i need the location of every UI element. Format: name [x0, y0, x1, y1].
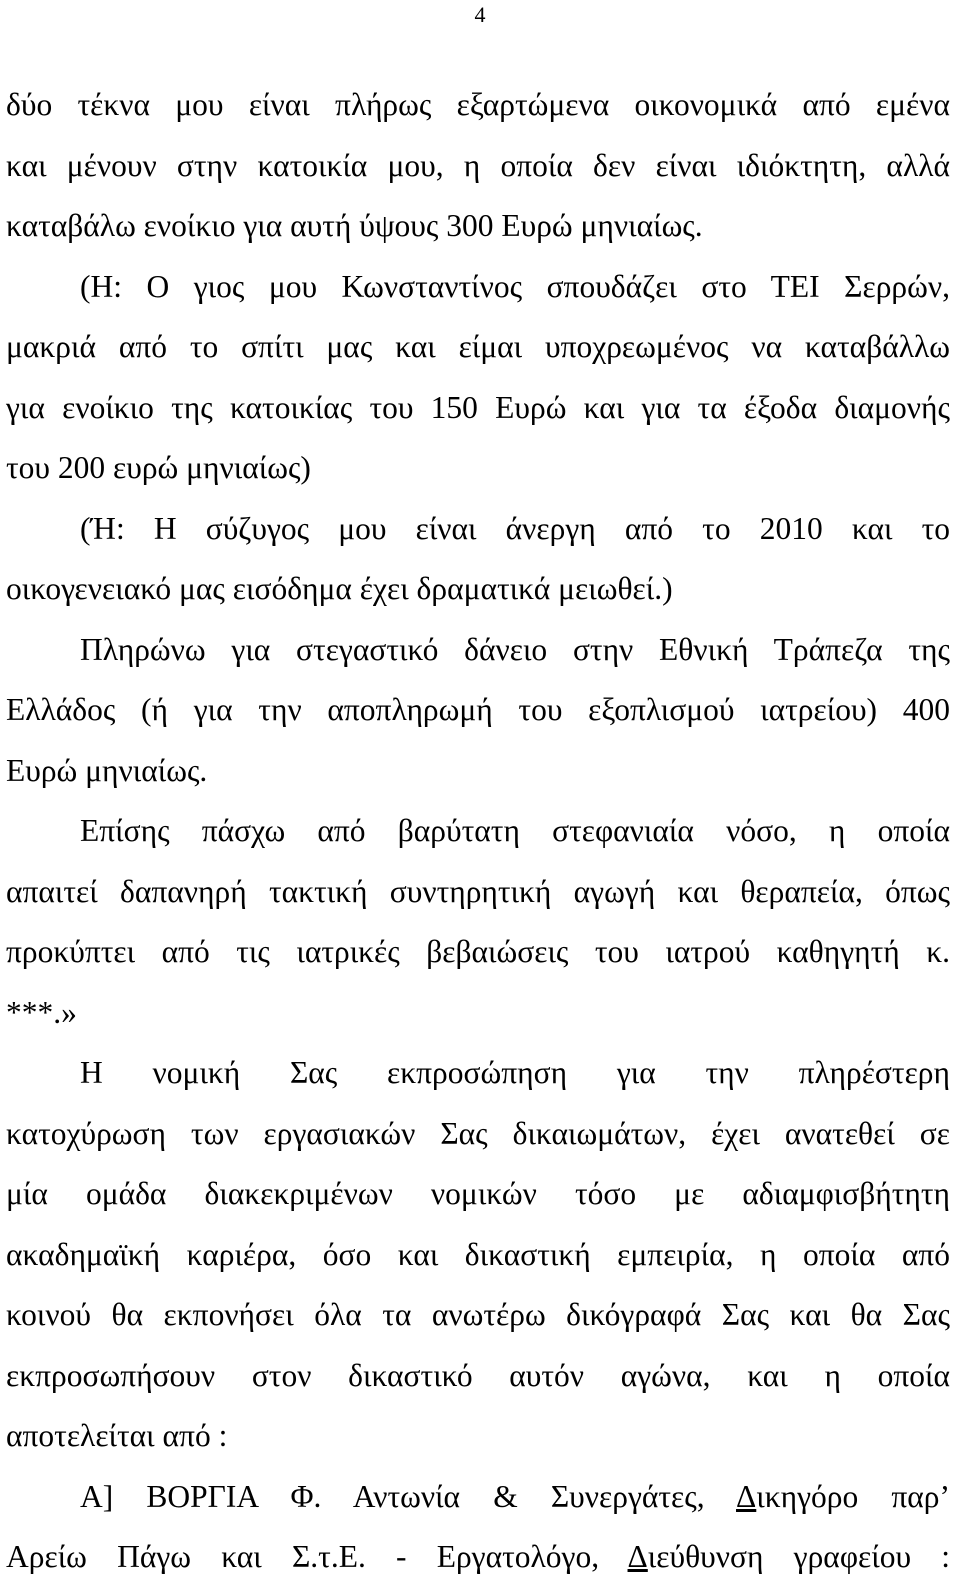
firm-line-1-suffix: ικηγόρο παρ’	[756, 1478, 950, 1514]
text-line: μακριά από το σπίτι μας και είμαι υποχρεωμένος να καταβάλλω	[6, 329, 950, 364]
text-line: (Η: Ο γιος μου Κωνσταντίνος σπουδάζει στο ΤΕΙ Σερρών,	[80, 268, 950, 304]
text-line: και μένουν στην κατοικία μου, η οποία δεν είναι ιδιόκτητη, αλλά	[6, 147, 950, 183]
text-line: του 200 ευρώ μηνιαίως)	[6, 450, 311, 485]
text-line: κατοχύρωση των εργασιακών Σας δικαιωμάτων, έχει ανατεθεί σε	[6, 1115, 950, 1151]
text-line: αποτελείται από :	[6, 1418, 228, 1453]
firm-line-1-underlined-letter: Δ	[736, 1478, 757, 1514]
text-line: Η νομική Σας εκπροσώπηση για την πληρέστερη	[80, 1055, 950, 1090]
text-line: κοινού θα εκπονήσει όλα τα ανωτέρω δικόγραφά Σας και θα Σας	[6, 1297, 950, 1332]
firm-line-1-prefix: Α] ΒΟΡΓΙΑ Φ. Αντωνία & Συνεργάτες,	[80, 1478, 737, 1514]
firm-line-2-prefix: Αρείω Πάγω και Σ.τ.Ε. - Εργατολόγο,	[6, 1539, 628, 1574]
document-body	[6, 75, 950, 1588]
firm-line-2-underlined-letter: Δ	[627, 1539, 648, 1574]
firm-line-2	[6, 1527, 950, 1588]
text-line: ***.»	[6, 994, 77, 1030]
page-number: 4	[474, 2, 486, 27]
text-line: για ενοίκιο της κατοικίας του 150 Ευρώ και για τα έξοδα διαμονής	[6, 389, 950, 425]
firm-line-1	[6, 1467, 950, 1528]
text-line: δύο τέκνα μου είναι πλήρως εξαρτώμενα οικονομικά από εμένα	[6, 87, 950, 122]
text-line: ακαδημαϊκή καριέρα, όσο και δικαστική εμπειρία, η οποία από	[6, 1236, 950, 1272]
text-line: απαιτεί δαπανηρή τακτική συντηρητική αγωγή και θεραπεία, όπως	[6, 873, 950, 909]
text-line: εκπροσωπήσουν στον δικαστικό αυτόν αγώνα, και η οποία	[6, 1357, 950, 1393]
text-line: (Ή: Η σύζυγος μου είναι άνεργη από το 2010 και το	[80, 510, 950, 546]
text-line: Επίσης πάσχω από βαρύτατη στεφανιαία νόσο, η οποία	[80, 813, 950, 848]
text-line: μία ομάδα διακεκριμένων νομικών τόσο με αδιαμφισβήτητη	[6, 1176, 950, 1211]
firm-line-2-suffix: ιεύθυνση γραφείου :	[647, 1539, 950, 1574]
text-line: Πληρώνω για στεγαστικό δάνειο στην Εθνική Τράπεζα της	[80, 631, 950, 667]
text-line: Ελλάδος (ή για την αποπληρωμή του εξοπλισμού ιατρείου) 400	[6, 692, 950, 727]
text-line: καταβάλω ενοίκιο για αυτή ύψους 300 Ευρώ μηνιαίως.	[6, 208, 703, 243]
text-line: προκύπτει από τις ιατρικές βεβαιώσεις του ιατρού καθηγητή κ.	[6, 934, 950, 969]
text-line: οικογενειακό μας εισόδημα έχει δραματικά μειωθεί.)	[6, 571, 673, 606]
text-line: Ευρώ μηνιαίως.	[6, 752, 208, 788]
